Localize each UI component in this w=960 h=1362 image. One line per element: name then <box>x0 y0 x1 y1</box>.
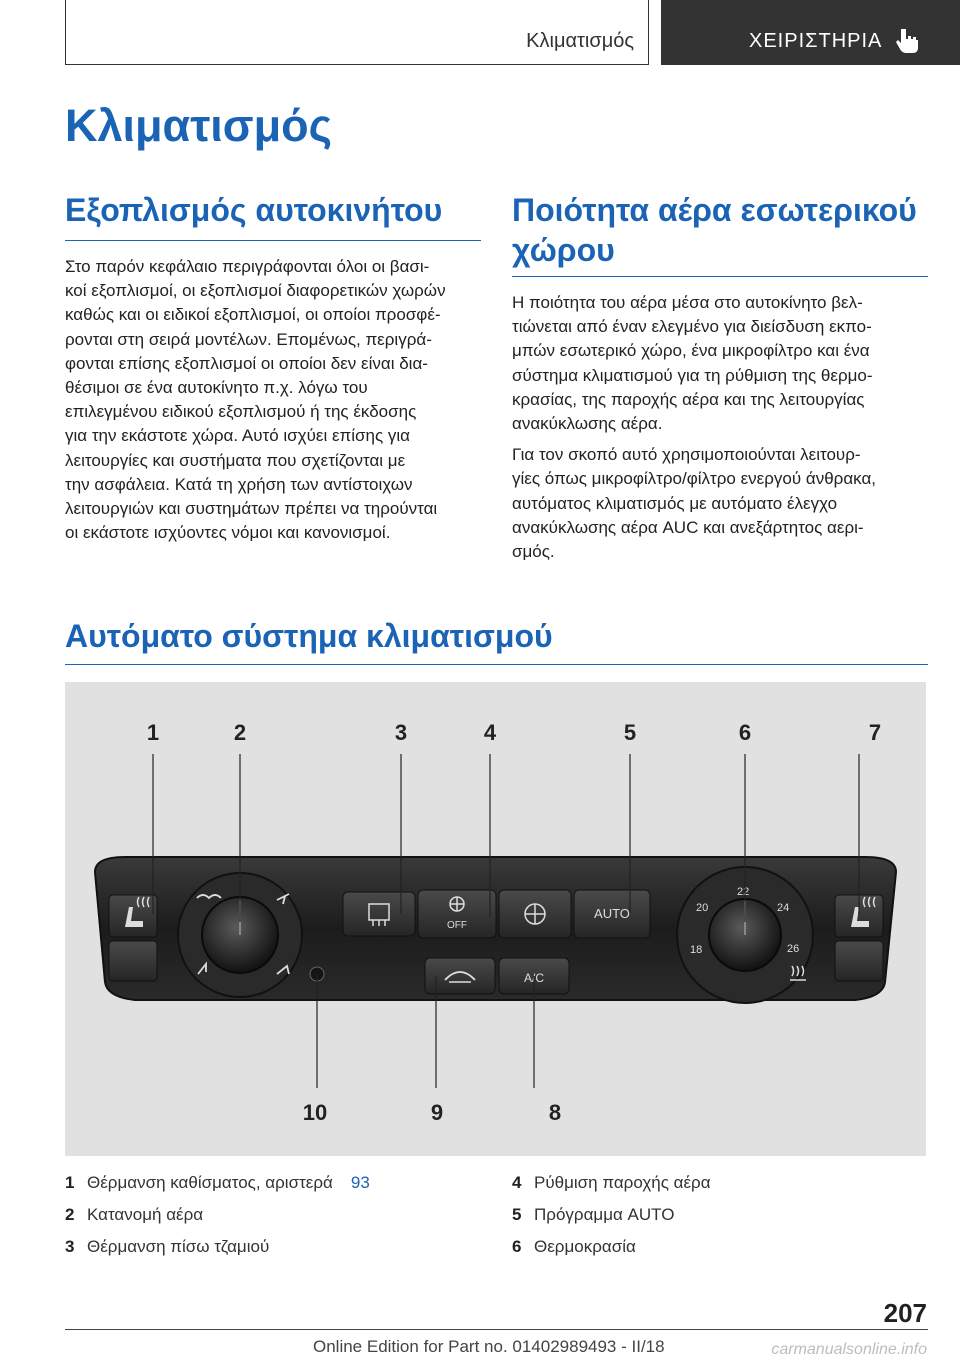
legend-number: 2 <box>65 1205 75 1224</box>
legend-label: Θέρμανση καθίσματος, αριστερά <box>87 1173 333 1192</box>
legend-number: 3 <box>65 1237 75 1256</box>
callout-4: 4 <box>483 720 497 745</box>
auto-program-button[interactable] <box>574 890 650 938</box>
legend-label: Πρόγραμμα AUTO <box>534 1205 675 1224</box>
legend-item <box>512 1236 711 1268</box>
air-quality-section <box>512 190 928 564</box>
legend-item <box>65 1204 370 1236</box>
legend-item <box>512 1204 711 1236</box>
callout-6: 6 <box>738 720 752 745</box>
legend-label: Θέρμανση πίσω τζαμιού <box>87 1237 270 1256</box>
legend-number: 5 <box>512 1205 522 1224</box>
fan-off-label: OFF <box>447 920 467 931</box>
air-quality-heading-line2: χώρου <box>512 232 615 268</box>
equipment-section <box>65 190 481 545</box>
temp-mark-22: 22 <box>737 886 750 898</box>
legend-left <box>65 1172 370 1268</box>
climate-panel-illustration <box>65 682 926 1156</box>
header-section-tab <box>65 0 649 65</box>
header-section-label: Κλιματισμός <box>526 30 634 52</box>
temp-mark-20: 20 <box>696 902 709 914</box>
callout-8: 8 <box>548 1100 562 1125</box>
legend-number: 4 <box>512 1173 522 1192</box>
footer-edition: Online Edition for Part no. 01402989493 - II/18 <box>313 1337 665 1356</box>
rear-window-heat-button[interactable] <box>343 892 415 936</box>
auto-climate-heading: Αυτόματο σύστημα κλιματισμού <box>65 616 928 665</box>
legend-label: Θερμοκρασία <box>534 1237 636 1256</box>
callout-5: 5 <box>623 720 637 745</box>
callout-3: 3 <box>394 720 408 745</box>
air-quality-text-2: Για τον σκοπό αυτό χρησιμοποιούνται λειτουρ‑ γίες όπως μικροφίλτρο/φίλτρο ενεργού άνθρακα, αυτόματος κλιματισμός με αυτόματο έλεγχο ανακύκλωσης αέρα AUC και ανεξάρτητος αερι‑ σμός. <box>512 445 877 562</box>
legend-number: 1 <box>65 1173 75 1192</box>
equipment-text: Στο παρόν κεφάλαιο περιγράφονται όλοι οι βασι‑ κοί εξοπλισμοί, οι εξοπλισμοί διαφορετικών χωρών καθώς και οι ειδικοί εξοπλισμοί, οι οποίοι προσφέ‑ ρονται στη σειρά μοντέλων. Επομένως, περιγρά‑ φονται επίσης εξοπλισμοί οι οποίοι δεν είναι δια‑ θέσιμοι σε ένα αυτοκίνητο π.χ. λόγω του επιλεγμένου ειδικού εξοπλισμού ή της έκδοσης για την εκάστοτε χώρα. Αυτό ισχύει επίσης για λειτουργίες και συστήματα που σχετίζονται με την ασφάλεια. Κατά τη χρήση των αντίστοιχων λειτουργιών και συστημάτων πρέπει να τηρούνται οι εκάστοτε ισχύοντες νόμοι και κανονισμοί. <box>65 257 446 543</box>
header-chapter-label: ΧΕΙΡΙΣΤΗΡΙΑ <box>749 30 883 52</box>
page-number: 207 <box>883 1298 927 1328</box>
page-title: Κλιματισμός <box>65 100 333 151</box>
callout-10: 10 <box>302 1100 328 1125</box>
legend-item <box>65 1172 370 1204</box>
footer-divider <box>65 1329 928 1330</box>
auto-label: AUTO <box>594 906 630 921</box>
legend-item <box>65 1236 370 1268</box>
legend-label: Ρύθμιση παροχής αέρα <box>534 1173 711 1192</box>
equipment-heading: Εξοπλισμός αυτοκινήτου <box>65 190 481 241</box>
legend-item <box>512 1172 711 1204</box>
fan-off-button[interactable] <box>418 890 496 938</box>
callout-9: 9 <box>430 1100 444 1125</box>
temp-mark-18: 18 <box>690 944 703 956</box>
pointing-hand-icon <box>894 26 922 54</box>
legend-number: 6 <box>512 1237 522 1256</box>
temp-mark-26: 26 <box>787 943 800 955</box>
fan-speed-button[interactable] <box>499 890 571 938</box>
header-chapter-tab <box>661 0 960 65</box>
callout-7: 7 <box>868 720 882 745</box>
temp-mark-24: 24 <box>777 902 790 914</box>
watermark: carmanualsonline.info <box>771 1341 927 1358</box>
auto-climate-section <box>65 616 928 665</box>
page-reference-link[interactable]: 93 <box>350 1173 370 1192</box>
air-quality-heading <box>512 190 928 277</box>
ac-label: A/C <box>523 971 545 985</box>
callout-1: 1 <box>146 720 160 745</box>
air-quality-heading-line1: Ποιότητα αέρα εσωτερικού <box>512 192 917 228</box>
air-quality-text-1: Η ποιότητα του αέρα μέσα στο αυτοκίνητο βελ‑ τιώνεται από έναν ελεγμένο για διείσδυση εκπο‑ μπών εσωτερικό χώρο, ένα μικροφίλτρο και ένα σύστημα κλιματισμού για τη ρύθμιση της θερμο‑ κρασίας, της παροχής αέρα και της λειτουργίας ανακύκλωσης αέρα. <box>512 293 873 434</box>
climate-panel-photo <box>65 682 926 1156</box>
legend-right <box>512 1172 711 1268</box>
legend-label: Κατανομή αέρα <box>87 1205 204 1224</box>
callout-2: 2 <box>233 720 247 745</box>
